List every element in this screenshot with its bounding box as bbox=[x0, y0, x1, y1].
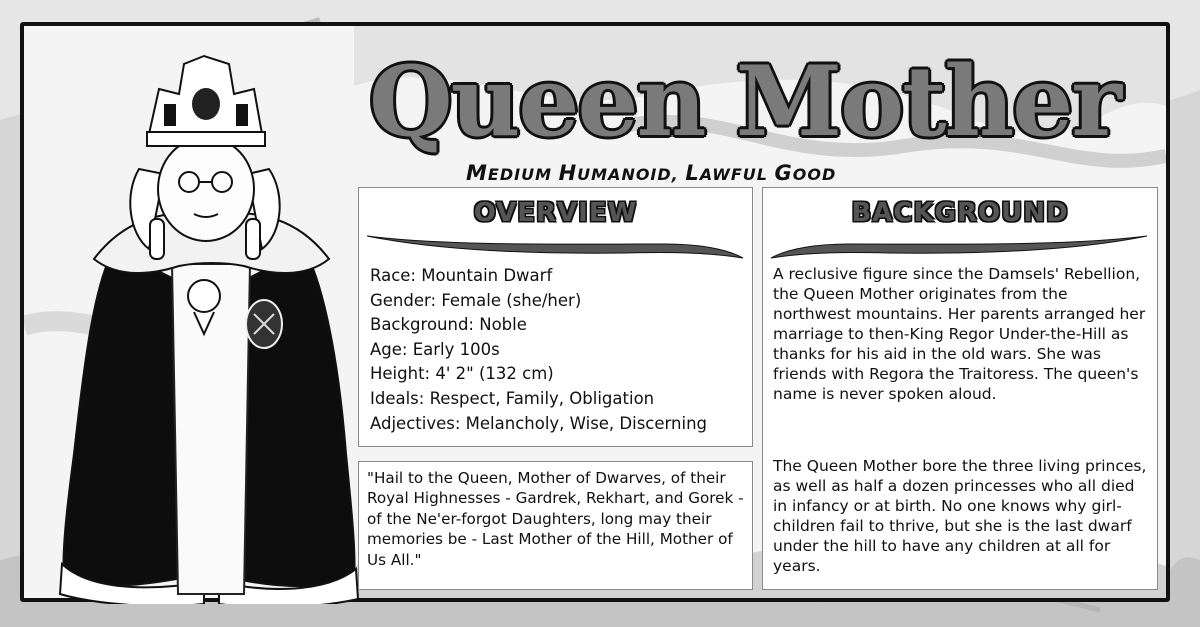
overview-heading-underline bbox=[365, 230, 745, 260]
background-heading-underline bbox=[769, 230, 1149, 260]
background-panel bbox=[762, 187, 1158, 590]
background-paragraph-2: The Queen Mother bore the three living princes, as well as half a dozen princesses who all died in infancy or at birth. No one knows why girl-children fail to thrive, but she is the last dwarf under the hill to have any children at all for years. bbox=[773, 457, 1147, 575]
subtitle-lawful-initial: L bbox=[685, 161, 700, 185]
overview-background: Background: Noble bbox=[370, 315, 527, 335]
page-title: Queen Mother bbox=[369, 45, 1120, 158]
subtitle-good-rest: OOD bbox=[792, 165, 837, 184]
background-paragraph-1: A reclusive figure since the Damsels' Rebellion, the Queen Mother originates from the northwest mountains. Her parents arranged her marriage to then-King Regor Under-the-Hill as thanks for his aid in the old wars. She was friends with Regora the Traitoress. The queen's name is never spoken aloud. bbox=[773, 265, 1146, 403]
subtitle-lawful-rest: AWFUL bbox=[699, 165, 775, 184]
overview-ideals: Ideals: Respect, Family, Obligation bbox=[370, 388, 655, 408]
subtitle-humanoid-rest: UMANOID, bbox=[577, 165, 686, 184]
character-card bbox=[20, 22, 1170, 602]
overview-panel bbox=[358, 187, 753, 447]
overview-height: Height: 4' 2" (132 cm) bbox=[370, 364, 554, 384]
overview-list bbox=[370, 264, 707, 436]
quote-text: "Hail to the Queen, Mother of Dwarves, of their Royal Highnesses - Gardrek, Rekhart, and Gorek - of the Ne'er-forgot Daughters, long may their memories be - Last Mother of the Hill, Mother of Us All." bbox=[367, 469, 744, 569]
subtitle-medium-initial: M bbox=[466, 161, 488, 185]
creature-type-subtitle bbox=[466, 161, 836, 185]
background-heading: BACKGROUND bbox=[851, 198, 1069, 228]
queen-mother-portrait bbox=[54, 34, 374, 604]
subtitle-good-initial: G bbox=[774, 161, 793, 185]
overview-gender: Gender: Female (she/her) bbox=[370, 290, 582, 310]
overview-heading: OVERVIEW bbox=[473, 198, 638, 228]
overview-adjectives: Adjectives: Melancholy, Wise, Discerning bbox=[370, 413, 708, 433]
subtitle-medium-rest: EDIUM bbox=[487, 165, 559, 184]
subtitle-humanoid-initial: H bbox=[558, 161, 578, 185]
overview-race: Race: Mountain Dwarf bbox=[370, 266, 553, 285]
quote-panel bbox=[358, 461, 753, 590]
overview-age: Age: Early 100s bbox=[370, 339, 500, 359]
